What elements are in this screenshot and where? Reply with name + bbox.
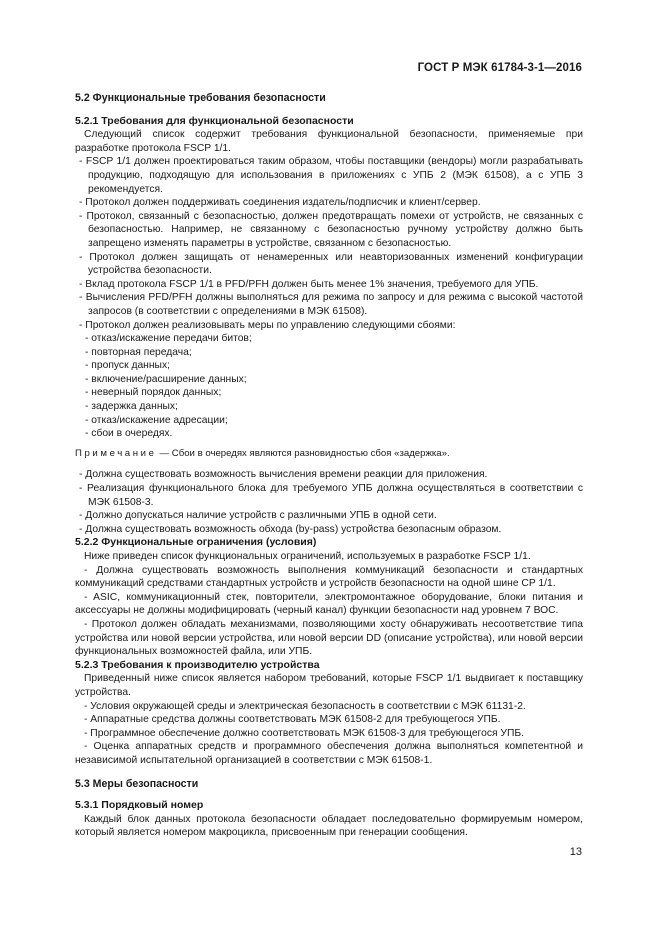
fault-list-item: - повторная передача; [85, 346, 192, 358]
fault-list-item: - сбои в очередях. [85, 428, 173, 440]
document-header: ГОСТ Р МЭК 61784-3-1—2016 [417, 62, 582, 74]
list-item: - Протокол должен защищать от ненамеренных или неавторизованных изменений конфигурации устройства безопасности. [79, 251, 583, 277]
list-item: - Должна существовать возможность вычисления времени реакции для приложения. [79, 469, 488, 481]
section-5-2-3-heading: 5.2.3 Требования к производителю устройства [75, 658, 320, 671]
section-5-2-1-intro: Следующий список содержит требования функциональной безопасности, применяемые при разработке протокола FSCP 1/1. [75, 129, 583, 154]
list-item: - Аппаратные средства должны соответствовать МЭК 61508-2 для требующегося УПБ. [84, 714, 501, 726]
list-item: - Вычисления PFD/PFH должны выполняться для режима по запросу и для режима с высокой частотой запросов (в соответствии с определениями в МЭК 61508). [79, 292, 583, 317]
fault-list-item: - отказ/искажение адресации; [85, 414, 228, 426]
list-item: - ASIC, коммуникационный стек, повторители, электромонтажное оборудование, блоки питания и аксессуары не должны модифицировать (черный канал) функции безопасности над уровнем 7 ВОС. [75, 591, 583, 617]
list-item: - FSCP 1/1 должен проектироваться таким образом, чтобы поставщики (вендоры) могли разрабатывать продукцию, подходящую для использования в приложениях с УПБ 2 (МЭК 61508), а с УПБ 3 рекомендуется. [79, 156, 583, 195]
note [75, 447, 583, 461]
list-item: - Должно допускаться наличие устройств с различными УПБ в одной сети. [79, 510, 437, 522]
section-5-3-heading: 5.3 Меры безопасности [75, 777, 199, 790]
section-5-3-1-heading: 5.3.1 Порядковый номер [75, 799, 204, 812]
list-item: - Условия окружающей среды и электрическая безопасность в соответствии с МЭК 61131-2. [84, 700, 526, 712]
note-lead: Примечание [75, 447, 157, 459]
section-5-2-3-intro: Приведенный ниже список является набором требований, которые FSCP 1/1 выдвигает к поставщику устройства. [75, 673, 583, 698]
list-item: - Должна существовать возможность выполнения коммуникаций безопасности и стандартных коммуникаций средствами стандартных устройств и устройств безопасности на одной шине CP 1/1. [75, 564, 583, 590]
note-text: — Сбои в очередях являются разновидностью сбоя «задержка». [159, 447, 450, 459]
fault-list-item: - неверный порядок данных; [85, 387, 222, 399]
section-5-2-heading: 5.2 Функциональные требования безопасности [75, 92, 326, 104]
fault-list-item: - отказ/искажение передачи битов; [85, 333, 252, 345]
section-5-2-2-intro: Ниже приведен список функциональных ограничений, используемых в разработке FSCP 1/1. [84, 551, 531, 562]
section-5-2-1-heading: 5.2.1 Требования для функциональной безопасности [75, 114, 354, 127]
list-item: - Вклад протокола FSCP 1/1 в PFD/PFH должен быть менее 1% значения, требуемого для УПБ. [79, 278, 539, 290]
list-item: - Реализация функционального блока для требуемого УПБ должна осуществляться в соответствии с МЭК 61508-3. [79, 483, 583, 508]
list-item: - Должна существовать возможность обхода (by-pass) устройства безопасным образом. [79, 523, 502, 535]
list-item: - Программное обеспечение должно соответствовать МЭК 61508-3 для требующегося УПБ. [84, 727, 524, 739]
section-5-3-1-text: Каждый блок данных протокола безопасности обладает последовательно формируемым номером, который является номером макроцикла, присвоенным при генерации сообщения. [75, 813, 583, 839]
document-body [75, 92, 583, 840]
list-item: - Протокол, связанный с безопасностью, должен предотвращать помехи от устройств, не связанных с безопасностью. Например, не связанному с безопасностью ручному устройству должно быть запрещено изменять параметры в устройстве, связанном с безопасностью. [79, 210, 583, 249]
section-5-2-2-heading: 5.2.2 Функциональные ограничения (условия) [75, 536, 317, 549]
page-number: 13 [569, 846, 582, 858]
fault-list-item: - включение/расширение данных; [85, 373, 247, 385]
fault-list-item: - задержка данных; [85, 401, 178, 413]
list-item: - Протокол должен обладать механизмами, позволяющими хосту обнаруживать несоответствие типа устройства или новой версии устройства, или новой версии DD (описание устройства), или новой версии функциональных возможностей файла, или УПБ. [75, 618, 583, 658]
list-item: - Оценка аппаратных средств и программного обеспечения должна выполняться компетентной и независимой испытательной организацией в соответствии с МЭК 61508-1. [75, 741, 583, 766]
list-item: - Протокол должен поддерживать соединения издатель/подписчик и клиент/сервер. [79, 197, 481, 209]
fault-list-item: - пропуск данных; [85, 360, 170, 372]
list-item: - Протокол должен реализовывать меры по управлению следующими сбоями: [79, 319, 456, 331]
